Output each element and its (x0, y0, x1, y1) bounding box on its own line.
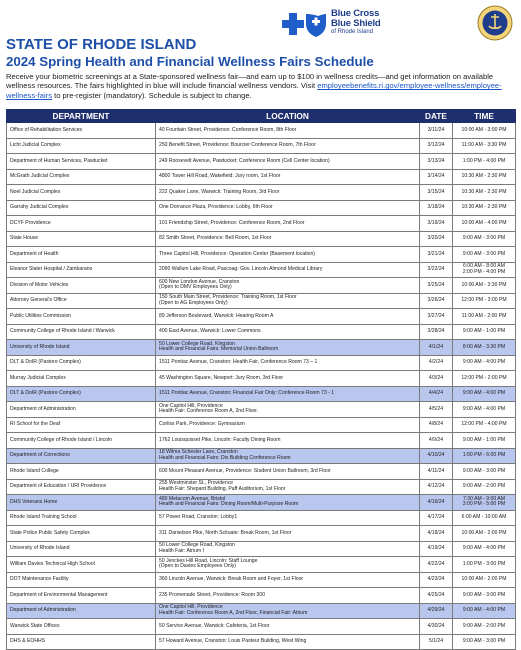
location-line: 4800 Tower Hill Road, Wakefield: Jury room, 1st Floor (159, 173, 281, 179)
department-cell: Murray Judicial Complex (7, 371, 156, 387)
location-detail: Health Fair: Conference Room A, 2nd Floor, Financial Fair: Atrium (159, 609, 308, 616)
time-cell (453, 402, 516, 418)
time-line: 9:00 AM - 4:00 PM (462, 545, 506, 551)
department-cell: McGrath Judicial Complex (7, 169, 156, 185)
table-row (7, 619, 516, 635)
table-row (7, 123, 516, 139)
time-line: 9:00 AM - 3:00 PM (462, 250, 506, 257)
location-line: 18 Wilma Schesler Lane, Cranston (159, 449, 238, 456)
location-cell (156, 495, 420, 511)
table-row (7, 262, 516, 278)
location-line: 89 Jefferson Boulevard, Warwick: Hearing Room A (159, 312, 274, 319)
department-cell: Office of Rehabilitation Services (7, 123, 156, 139)
location-line: 50 Lower College Road, Kingston (159, 340, 235, 347)
department-cell: Community College of Rhode Island / Warwick (7, 324, 156, 340)
department-cell: Rhode Island Training School (7, 510, 156, 526)
time-cell (453, 216, 516, 232)
location-cell (156, 355, 420, 371)
date-cell: 4/10/24 (420, 448, 453, 464)
location-cell (156, 278, 420, 294)
location-cell (156, 526, 420, 542)
time-line: 9:00 AM - 4:00 PM (462, 390, 506, 396)
location-line: 1762 Louisquisset Pike, Lincoln: Faculty Dining Room (159, 436, 281, 443)
table-row (7, 541, 516, 557)
location-line: 400 East Avenue, Warwick: Lower Commons (159, 328, 261, 334)
table-row (7, 448, 516, 464)
time-cell (453, 169, 516, 185)
time-cell (453, 247, 516, 263)
brand-line2: Blue Shield (331, 17, 381, 29)
time-cell (453, 138, 516, 154)
date-cell: 4/11/24 (420, 464, 453, 480)
location-detail: Health and Financial Fairs: Dining Room/Multi-Purpose Room (159, 501, 299, 508)
location-line: One Capitol Hill, Providence (159, 402, 223, 409)
date-cell: 4/12/24 (420, 479, 453, 495)
time-cell (453, 448, 516, 464)
table-row (7, 324, 516, 340)
time-line: 9:00 AM - 4:00 PM (462, 405, 506, 412)
brand-name (331, 9, 381, 35)
date-cell: 3/25/24 (420, 278, 453, 294)
location-line: 222 Quaker Lane, Warwick: Training Room, 3rd Floor (159, 188, 280, 195)
date-cell: 4/29/24 (420, 603, 453, 619)
location-line: 57 Power Road, Cranston: Lobby1 (159, 514, 238, 520)
department-cell: Department of Corrections (7, 448, 156, 464)
department-cell: Rhode Island College (7, 464, 156, 480)
time-line: 11:00 AM - 3:30 PM (461, 142, 507, 148)
time-line: 1:00 PM - 4:00 PM (462, 157, 506, 164)
location-cell (156, 138, 420, 154)
location-cell (156, 386, 420, 402)
location-cell (156, 588, 420, 604)
location-line: 57 Howard Avenue, Cranston: Louis Pasteur Building, West Wing (159, 638, 307, 644)
table-row (7, 464, 516, 480)
department-cell: Warwick State Offices (7, 619, 156, 635)
table-row (7, 340, 516, 356)
time-line: 9:00 AM - 1:00 PM (462, 436, 506, 443)
location-line: Three Capitol Hill, Providence: Operation Center (Basement location) (159, 250, 315, 257)
location-cell (156, 603, 420, 619)
location-line: Corliss Park, Providence: Gymnasium (159, 421, 245, 427)
date-cell: 3/13/24 (420, 154, 453, 170)
location-line: 50 Jenckes Hill Road, Lincoln: Staff Lounge (159, 557, 258, 564)
location-cell (156, 169, 420, 185)
location-line: 311 Danielson Pike, North Scituate: Break Room, 1st Floor (159, 529, 292, 536)
location-cell (156, 262, 420, 278)
department-cell: University of Rhode Island (7, 541, 156, 557)
time-line: 9:00 AM - 1:00 PM (462, 328, 506, 334)
time-line: 10:00 AM - 2:00 PM (461, 529, 507, 536)
date-cell: 3/28/24 (420, 324, 453, 340)
table-row (7, 433, 516, 449)
location-cell (156, 185, 420, 201)
location-detail: Health and Financial Fairs: Dix Building Conference Room (159, 454, 291, 461)
location-cell (156, 417, 420, 433)
time-cell (453, 340, 516, 356)
date-cell: 4/16/24 (420, 495, 453, 511)
time-cell (453, 526, 516, 542)
department-cell: DLT & DoIR (Pastore Complex) (7, 355, 156, 371)
time-line: 10:00 AM - 3:30 PM (461, 281, 507, 288)
time-line: 9:00 AM - 2:00 PM (462, 622, 506, 629)
table-row (7, 495, 516, 511)
location-cell (156, 433, 420, 449)
location-line: One Dorrance Plaza, Providence: Lobby, 6th Floor (159, 204, 273, 210)
location-cell (156, 510, 420, 526)
table-row (7, 231, 516, 247)
department-cell: DHS & EOHHS (7, 634, 156, 650)
location-detail: (Open to AG Employees Only) (159, 299, 228, 306)
time-cell (453, 634, 516, 650)
time-cell (453, 603, 516, 619)
location-cell (156, 231, 420, 247)
date-cell: 4/8/24 (420, 417, 453, 433)
time-cell (453, 185, 516, 201)
time-cell (453, 479, 516, 495)
location-line: 480 Metacom Avenue, Bristol (159, 495, 226, 502)
table-row (7, 216, 516, 232)
table-row (7, 309, 516, 325)
department-cell: Eleanor Slater Hospital / Zambarano (7, 262, 156, 278)
location-line: 600 New London Avenue, Cranston (159, 278, 240, 285)
time-cell (453, 541, 516, 557)
date-cell: 3/14/24 (420, 169, 453, 185)
location-detail: Health Fair: Shepard Building, Paff Auditorium, 1st Floor (159, 485, 286, 492)
department-cell: Garrahy Judicial Complex (7, 200, 156, 216)
time-line: 9:00 AM - 4:00 PM (462, 607, 506, 613)
location-detail: Health Fair: Conference Room A, 2nd Floor. (159, 408, 259, 415)
date-cell: 3/18/24 (420, 200, 453, 216)
table-row (7, 402, 516, 418)
location-cell (156, 216, 420, 232)
location-line: 600 Mount Pleasant Avenue, Providence: Student Union Ballroom, 3rd Floor (159, 467, 331, 474)
time-cell (453, 123, 516, 139)
time-line: 6:00 AM - 8:00 AM (463, 263, 505, 270)
table-row (7, 557, 516, 573)
department-cell: DOT Maintenance Facility (7, 572, 156, 588)
time-line: 12:00 PM - 3:00 PM (461, 297, 507, 303)
time-line: 9:00 AM - 3:00 PM (462, 467, 506, 474)
table-row (7, 200, 516, 216)
time-line: 9:00 AM - 3:00 PM (462, 591, 506, 598)
location-detail: (Open to DMV Employees Only) (159, 284, 232, 291)
page-title-state: STATE OF RHODE ISLAND (6, 36, 197, 53)
location-cell (156, 402, 420, 418)
table-row (7, 510, 516, 526)
location-line: 360 Lincoln Avenue, Warwick: Break Room and Foyer, 1st Floor (159, 576, 304, 582)
time-line: 10:30 AM - 2:30 PM (461, 188, 507, 195)
date-cell: 4/25/24 (420, 588, 453, 604)
date-cell: 3/27/24 (420, 309, 453, 325)
blue-cross-blue-shield-logo (281, 11, 327, 37)
location-cell (156, 464, 420, 480)
time-line: 10:00 AM - 2:00 PM (461, 576, 507, 582)
time-line: 9:00 AM - 3:00 PM (462, 638, 506, 644)
time-line: 9:00 AM - 4:00 PM (462, 359, 506, 365)
location-cell (156, 572, 420, 588)
intro-paragraph (6, 72, 516, 100)
time-cell (453, 278, 516, 294)
department-cell: RI School for the Deaf (7, 417, 156, 433)
time-cell (453, 495, 516, 511)
department-cell: Licht Judicial Complex (7, 138, 156, 154)
time-line: 10:30 AM - 2:30 PM (461, 173, 507, 179)
date-cell: 3/12/24 (420, 138, 453, 154)
location-detail: Health Fair: Atrium I (159, 547, 205, 554)
location-line: 45 Washington Square, Newport: Jury Room, 3rd Floor (159, 374, 284, 381)
location-line: 50 Service Avenue, Warwick: Cafeteria, 1st Floor (159, 622, 270, 629)
date-cell: 4/19/24 (420, 541, 453, 557)
time-cell (453, 417, 516, 433)
date-cell: 3/21/24 (420, 247, 453, 263)
intro-text: Receive your biometric screenings at a State-sponsored wellness fair—and earn up to $100 in wellness credits—and get information on available wellness resources. The fairs highlighted in blue will include financial wellness vendors. Visit (6, 72, 494, 91)
time-cell (453, 572, 516, 588)
location-cell (156, 324, 420, 340)
department-cell: DHS Veterans Home (7, 495, 156, 511)
date-cell: 4/18/24 (420, 526, 453, 542)
time-line-2: 3:00 PM - 5:00 PM (462, 501, 506, 508)
schedule-table (6, 109, 516, 650)
department-cell: State Police Public Safety Complex (7, 526, 156, 542)
table-row (7, 371, 516, 387)
time-cell (453, 293, 516, 309)
location-line: 150 South Main Street, Providence: Training Room, 1st Floor (159, 294, 297, 301)
time-line: 11:00 AM - 2:00 PM (461, 312, 507, 319)
location-cell (156, 247, 420, 263)
time-line: 9:00 AM - 3:00 PM (462, 235, 506, 241)
table-row (7, 355, 516, 371)
department-cell: Department of Administration (7, 402, 156, 418)
intro-tail: to pre-register (mandatory). Schedule is subject to change. (52, 90, 252, 100)
location-line: 101 Friendship Street, Providence: Conference Room, 2nd Floor (159, 219, 305, 226)
time-line-2: 2:00 PM - 4:00 PM (462, 268, 506, 275)
page-title-schedule: 2024 Spring Health and Financial Wellness Fairs Schedule (6, 54, 374, 69)
location-line: 1511 Pontiac Avenue, Cranston: Financial Fair Only: Conference Room 73 - 1 (159, 390, 335, 396)
time-cell (453, 371, 516, 387)
date-cell: 5/1/24 (420, 634, 453, 650)
date-cell: 3/22/24 (420, 262, 453, 278)
location-detail: Health and Financial Fairs: Memorial Union Ballroom (159, 346, 279, 353)
department-cell: Noel Judicial Complex (7, 185, 156, 201)
location-line: 250 Benefit Street, Providence: Bourcier Conference Room, 7th Floor (159, 142, 316, 148)
table-row (7, 603, 516, 619)
location-cell (156, 154, 420, 170)
time-line: 8:00 AM - 3:30 PM (462, 343, 506, 350)
table-row (7, 634, 516, 650)
date-cell: 3/11/24 (420, 123, 453, 139)
location-line: 82 Smith Street, Providence: Bell Room, 1st Floor (159, 235, 272, 241)
column-header-location: LOCATION (156, 110, 420, 123)
location-cell (156, 123, 420, 139)
location-cell (156, 371, 420, 387)
time-line: 6:00 AM - 10:00 AM (461, 514, 507, 520)
location-line: 40 Fountain Street, Providence: Conference Room, 8th Floor (159, 126, 297, 133)
date-cell: 4/30/24 (420, 619, 453, 635)
department-cell: William Davies Technical High School (7, 557, 156, 573)
location-detail: (Open to Davies Employees Only) (159, 563, 237, 570)
time-cell (453, 619, 516, 635)
time-cell (453, 433, 516, 449)
department-cell: Department of Human Services, Pawtucket (7, 154, 156, 170)
register-link[interactable]: employeebenefits.ri.gov/employee-wellness/employee-wellness-fairs (6, 81, 502, 100)
date-cell: 4/17/24 (420, 510, 453, 526)
location-line: 1511 Pontiac Avenue, Cranston: Health Fair, Conference Room 73 – 1 (159, 359, 318, 365)
department-cell: DLT & DoIR (Pastore Complex) (7, 386, 156, 402)
time-cell (453, 231, 516, 247)
time-cell (453, 262, 516, 278)
location-cell (156, 619, 420, 635)
brand-line1: Blue Cross (331, 8, 380, 19)
time-cell (453, 200, 516, 216)
column-header-department: DEPARTMENT (7, 110, 156, 123)
location-cell (156, 340, 420, 356)
time-cell (453, 557, 516, 573)
logo-area (281, 5, 517, 45)
time-line: 12:00 PM - 2:00 PM (461, 374, 507, 381)
time-cell (453, 324, 516, 340)
date-cell: 4/9/24 (420, 433, 453, 449)
column-header-date: DATE (420, 110, 453, 123)
table-row (7, 479, 516, 495)
time-line: 10:30 AM - 2:30 PM (461, 204, 507, 210)
date-cell: 3/19/24 (420, 216, 453, 232)
table-body (7, 123, 516, 650)
time-cell (453, 355, 516, 371)
time-line: 10:00 AM - 3:00 PM (461, 126, 507, 133)
column-header-time: TIME (453, 110, 516, 123)
location-line: 235 Promenade Street, Providence: Room 300 (159, 591, 265, 598)
table-row (7, 526, 516, 542)
table-row (7, 278, 516, 294)
time-line: 9:00 AM - 2:00 PM (462, 483, 506, 489)
location-line: 249 Roosevelt Avenue, Pawtucket: Conference Room (Cell Center location) (159, 157, 330, 164)
table-row (7, 185, 516, 201)
time-cell (453, 510, 516, 526)
time-cell (453, 386, 516, 402)
time-line: 1:00 PM - 6:00 PM (462, 452, 506, 458)
time-line: 7:30 AM - 9:00 AM (463, 495, 505, 502)
time-line: 10:00 AM - 4:00 PM (461, 219, 507, 226)
department-cell: State House (7, 231, 156, 247)
date-cell: 4/1/24 (420, 340, 453, 356)
table-row (7, 572, 516, 588)
department-cell: Public Utilities Commission (7, 309, 156, 325)
brand-line3: of Rhode Island (331, 29, 374, 35)
location-cell (156, 200, 420, 216)
location-cell (156, 634, 420, 650)
date-cell: 3/26/24 (420, 293, 453, 309)
department-cell: Department of Health (7, 247, 156, 263)
table-row (7, 293, 516, 309)
state-seal-icon (477, 5, 513, 41)
department-cell: Department of Administration (7, 603, 156, 619)
location-cell (156, 309, 420, 325)
location-cell (156, 479, 420, 495)
date-cell: 3/15/24 (420, 185, 453, 201)
date-cell: 4/23/24 (420, 572, 453, 588)
time-cell (453, 588, 516, 604)
location-cell (156, 541, 420, 557)
department-cell: University of Rhode Island (7, 340, 156, 356)
department-cell: Department of Education / URI Providence (7, 479, 156, 495)
department-cell: DCYF Providence (7, 216, 156, 232)
table-header-row (7, 110, 516, 123)
table-row (7, 247, 516, 263)
date-cell: 4/5/24 (420, 402, 453, 418)
table-row (7, 417, 516, 433)
location-cell (156, 448, 420, 464)
time-line: 1:00 PM - 3:00 PM (462, 560, 506, 567)
location-line: One Capitol Hill, Providence (159, 604, 223, 611)
location-line: 255 Westminster St., Providence (159, 480, 234, 487)
department-cell: Division of Motor Vehicles (7, 278, 156, 294)
department-cell: Community College of Rhode Island / Lincoln (7, 433, 156, 449)
department-cell: Attorney General's Office (7, 293, 156, 309)
time-cell (453, 309, 516, 325)
table-row (7, 386, 516, 402)
location-cell (156, 293, 420, 309)
department-cell: Department of Environmental Management (7, 588, 156, 604)
location-line: 50 Lower College Road, Kingston (159, 542, 235, 549)
time-cell (453, 154, 516, 170)
date-cell: 4/2/24 (420, 355, 453, 371)
table-row (7, 154, 516, 170)
time-line: 12:00 PM - 4:00 PM (461, 421, 507, 427)
date-cell: 4/4/24 (420, 386, 453, 402)
date-cell: 3/20/24 (420, 231, 453, 247)
table-row (7, 588, 516, 604)
date-cell: 4/22/24 (420, 557, 453, 573)
table-row (7, 138, 516, 154)
location-line: 2090 Wallum Lake Road, Pascoag: Gov. Lincoln Almond Medical Library (159, 266, 323, 272)
location-cell (156, 557, 420, 573)
table-row (7, 169, 516, 185)
date-cell: 4/3/24 (420, 371, 453, 387)
time-cell (453, 464, 516, 480)
